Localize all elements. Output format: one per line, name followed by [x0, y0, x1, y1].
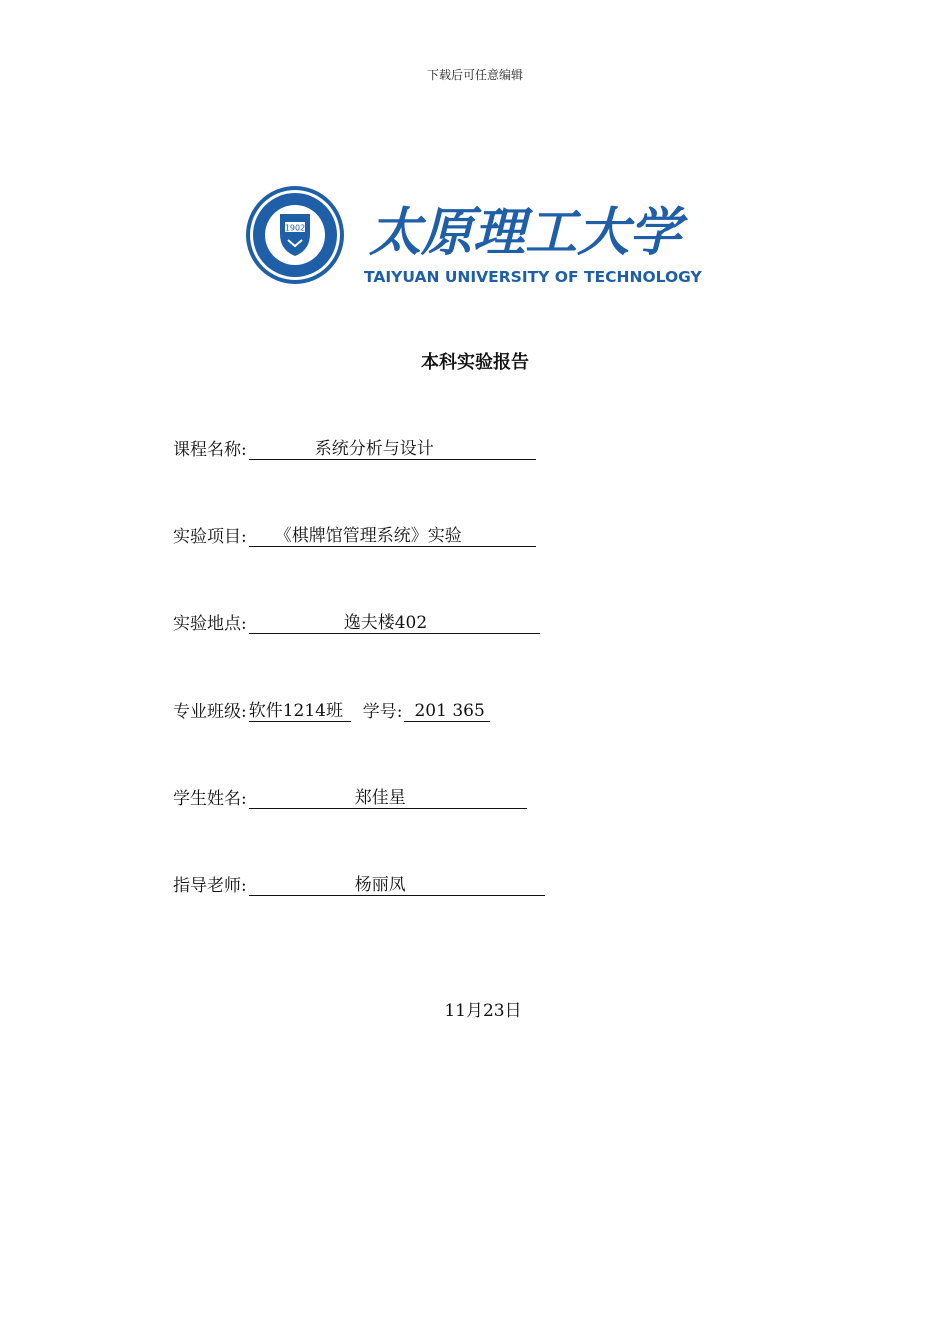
student-id-label: 学号: — [362, 702, 403, 722]
project-value: 《棋牌馆管理系统》实验 — [249, 525, 536, 547]
university-chinese-name: 太原理工大学 — [369, 202, 682, 263]
advisor-value: 杨丽凤 — [249, 874, 545, 896]
student-name-label: 学生姓名: — [173, 789, 247, 809]
student-id-value: 201 365 — [404, 700, 490, 722]
report-date: 11月23日 — [444, 1001, 522, 1021]
header-note: 下载后可任意编辑 — [426, 68, 523, 82]
major-value: 软件1214班 — [249, 700, 351, 722]
course-label: 课程名称: — [173, 440, 247, 460]
project-label: 实验项目: — [173, 527, 247, 547]
seal-year: 1902 — [284, 223, 306, 233]
advisor-label: 指导老师: — [173, 876, 247, 896]
university-logo — [244, 182, 714, 290]
location-value: 逸夫楼402 — [249, 612, 540, 634]
major-row — [173, 696, 490, 722]
course-row — [173, 434, 536, 460]
location-row — [173, 608, 540, 634]
project-row — [173, 521, 536, 547]
major-label: 专业班级: — [173, 702, 247, 722]
university-english-name: TAIYUAN UNIVERSITY OF TECHNOLOGY — [364, 268, 702, 286]
course-value: 系统分析与设计 — [249, 438, 536, 460]
location-label: 实验地点: — [173, 614, 247, 634]
student-name-value: 郑佳星 — [249, 787, 527, 809]
student-name-row — [173, 783, 527, 809]
report-title: 本科实验报告 — [421, 352, 529, 373]
university-seal — [246, 186, 344, 284]
advisor-row — [173, 870, 545, 896]
